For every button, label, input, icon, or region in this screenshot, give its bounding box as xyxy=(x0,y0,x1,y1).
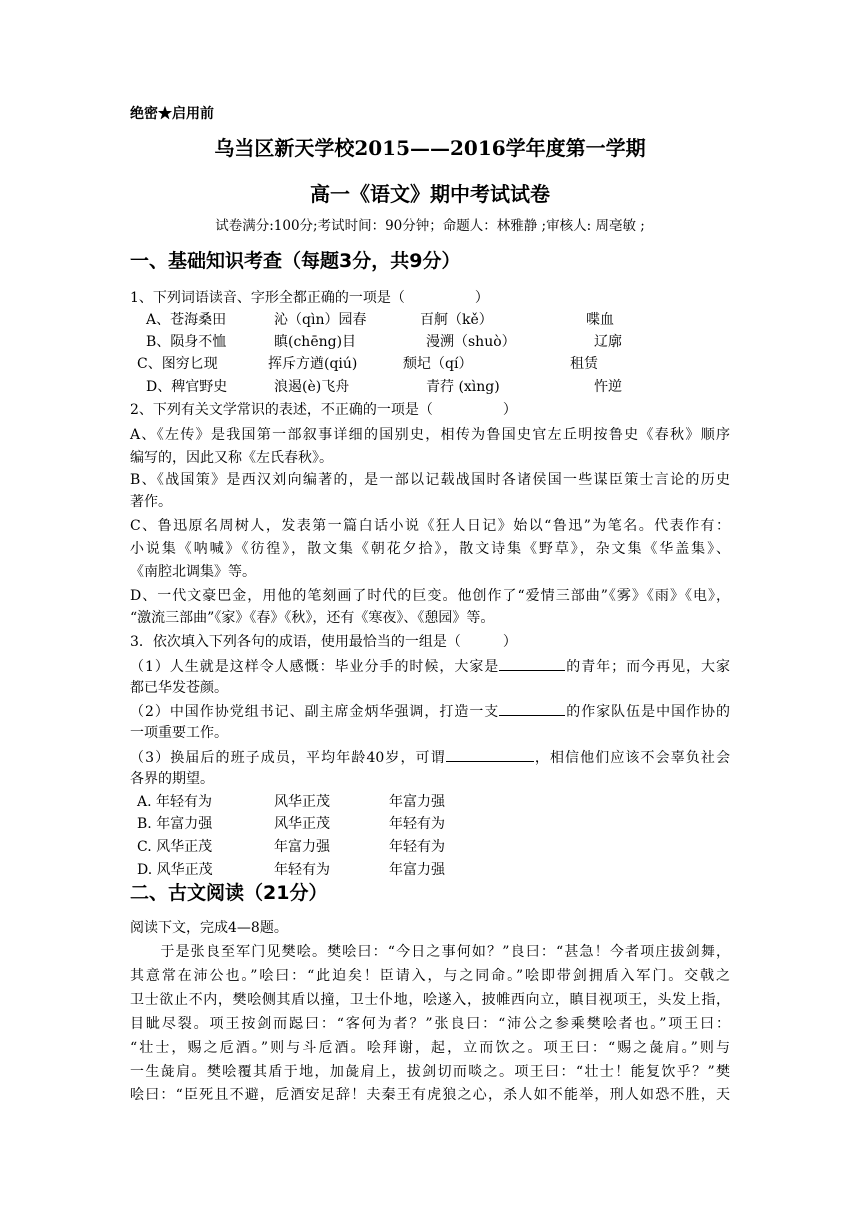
q3-blank-3[interactable] xyxy=(446,746,534,762)
q2-option-b-line1: B、《战国策》是西汉刘向编著的，是一部以记载战国时各诸侯国一些谋臣策士言论的历史 xyxy=(130,472,730,488)
passage-line-6: 一生彘肩。樊哙覆其盾于地，加彘肩上，拔剑切而啖之。项王曰：“壮士！能复饮乎？”樊 xyxy=(130,1064,730,1080)
passage-line-1: 于是张良至军门见樊哙。樊哙曰：“今日之事何如？”良曰：“甚急！今者项庄拔剑舞， xyxy=(130,944,730,960)
q3-sentence2-line2: 一项重要工作。 xyxy=(130,725,228,741)
q2-option-c-line2: 小说集《呐喊》《彷徨》，散文集《朝花夕拾》，散文诗集《野草》，杂文集《华盖集》、 xyxy=(130,541,730,557)
exam-page: 绝密★启用前 乌当区新天学校2015——2016学年度第一学期 高一《语文》期中考试试卷 试卷满分:100分;考试时间：90分钟；命题人：林雅静 ;审核人: 周亳敏 ; 一、基础知识考查（每题3分，共9分） 1、下列词语读音、字形全都正确的一项是（ ） A、苍海桑田 沁（qìn）园春 百舸（kě） 喋血 B、陨身不恤 瞋(chēng)目 漫溯（shuò） 辽廓 C、图穷匕现 挥斥方遒(qiú) 颓圮（qí） 租赁 D、稗官野史 浪遏(è)飞舟 青荇 (xìng) 忤逆 2、下列有关文学常识的表述，不正确的一项是（ ） A、《左传》是我国第一部叙事详细的国别史，相传为鲁国史官左丘明按鲁史《春秋》顺序 编写的，因此又称《左氏春秋》。 B、《战国策》是西汉刘向编著的，是一部以记载战国时各诸侯国一些谋臣策士言论的历史 著作。 C、鲁迅原名周树人，发表第一篇白话小说《狂人日记》始以“鲁迅”为笔名。代表作有： 小说集《呐喊》《彷徨》，散文集《朝花夕拾》，散文诗集《野草》，杂文集《华盖集》、 《南腔北调集》等。 D、一代文豪巴金，用他的笔刻画了时代的巨变。他创作了“爱情三部曲”《雾》《雨》《电》， “激流三部曲”《家》《春》《秋》，还有《寒夜》、《憩园》等。 3．依次填入下列各句的成语，使用最恰当的一组是（ ） （1）人生就是这样令人感慨：毕业分手的时候，大家是 的青年；而今再见，大家 都已华发苍颜。 （2）中国作协党组书记、副主席金炳华强调，打造一支 的作家队伍是中国作协的 一项重要工作。 （3）换届后的班子成员，平均年龄40岁，可谓 ，相信他们应该不会辜负社会 各界的期望。 A. 年轻有为 风华正茂 年富力强 B. 年富力强 风华正茂 年轻有为 C. 风华正茂 年富力强 年轻有为 D. 风华正茂 年轻有为 年富力强 二、古文阅读（21分） 阅读下文，完成4—8题。 于是张良至军门见樊哙。樊哙曰：“今日之事何如？”良曰：“甚急！今者项庄拔剑舞， 其意常在沛公也。”哙曰：“此迫矣！臣请入，与之同命。”哙即带剑拥盾入军门。交戟之 卫士欲止不内，樊哙侧其盾以撞，卫士仆地，哙遂入，披帷西向立，瞋目视项王，头发上指， 目眦尽裂。项王按剑而跽曰：“客何为者？”张良曰：“沛公之参乘樊哙者也。”项王曰： “壮士，赐之卮酒。”则与斗卮酒。哙拜谢，起，立而饮之。项王曰：“赐之彘肩。”则与 一生彘肩。樊哙覆其盾于地，加彘肩上，拔剑切而啖之。项王曰：“壮士！能复饮乎？”樊 哙曰：“臣死且不避，卮酒安足辞！夫秦王有虎狼之心，杀人如不能举，刑人如恐不胜，天 xyxy=(0,0,860,1216)
q2-option-a-line1: A、《左传》是我国第一部叙事详细的国别史，相传为鲁国史官左丘明按鲁史《春秋》顺序 xyxy=(130,427,730,443)
section1-heading: 一、基础知识考查（每题3分，共9分） xyxy=(130,250,461,272)
passage-line-5: “壮士，赐之卮酒。”则与斗卮酒。哙拜谢，起，立而饮之。项王曰：“赐之彘肩。”则与 xyxy=(130,1040,730,1056)
q3-sentence2-line1: （2）中国作协党组书记、副主席金炳华强调，打造一支 的作家队伍是中国作协的 xyxy=(130,700,730,722)
passage-line-2: 其意常在沛公也。”哙曰：“此迫矣！臣请入，与之同命。”哙即带剑拥盾入军门。交戟之 xyxy=(130,968,730,984)
q3-sentence3-line2: 各界的期望。 xyxy=(130,771,214,787)
q3-sentence3-line1: （3）换届后的班子成员，平均年龄40岁，可谓 ，相信他们应该不会辜负社会 xyxy=(130,746,730,768)
secret-label: 绝密★启用前 xyxy=(130,106,214,122)
passage-line-3: 卫士欲止不内，樊哙侧其盾以撞，卫士仆地，哙遂入，披帷西向立，瞋目视项王，头发上指， xyxy=(130,992,730,1008)
q2-option-a-line2: 编写的，因此又称《左氏春秋》。 xyxy=(130,450,333,466)
q3-sentence1-line1: （1）人生就是这样令人感慨：毕业分手的时候，大家是 的青年；而今再见，大家 xyxy=(130,655,730,677)
q3-sentence1-line2: 都已华发苍颜。 xyxy=(130,680,228,696)
exam-info: 试卷满分:100分;考试时间：90分钟；命题人：林雅静 ;审核人: 周亳敏 ; xyxy=(215,218,645,234)
q3-blank-1[interactable] xyxy=(499,655,565,671)
q3-blank-2[interactable] xyxy=(499,700,565,716)
reading-intro: 阅读下文，完成4—8题。 xyxy=(130,920,288,936)
q1-stem: 1、下列词语读音、字形全都正确的一项是（ ） xyxy=(130,290,489,306)
section2-heading: 二、古文阅读（21分） xyxy=(130,882,328,904)
passage-line-4: 目眦尽裂。项王按剑而跽曰：“客何为者？”张良曰：“沛公之参乘樊哙者也。”项王曰： xyxy=(130,1016,730,1032)
exam-title-line2: 高一《语文》期中考试试卷 xyxy=(310,182,550,206)
q2-option-d-line2: “激流三部曲”《家》《春》《秋》，还有《寒夜》、《憩园》等。 xyxy=(130,610,495,626)
passage-line-7: 哙曰：“臣死且不避，卮酒安足辞！夫秦王有虎狼之心，杀人如不能举，刑人如恐不胜，天 xyxy=(130,1087,730,1103)
q2-option-b-line2: 著作。 xyxy=(130,494,172,510)
q2-stem: 2、下列有关文学常识的表述，不正确的一项是（ ） xyxy=(130,402,517,418)
exam-title-line1: 乌当区新天学校2015——2016学年度第一学期 xyxy=(214,136,646,160)
q2-option-c-line3: 《南腔北调集》等。 xyxy=(130,564,256,580)
q2-option-c-line1: C、鲁迅原名周树人，发表第一篇白话小说《狂人日记》始以“鲁迅”为笔名。代表作有： xyxy=(130,518,730,534)
q3-stem: 3．依次填入下列各句的成语，使用最恰当的一组是（ ） xyxy=(130,634,517,650)
q2-option-d-line1: D、一代文豪巴金，用他的笔刻画了时代的巨变。他创作了“爱情三部曲”《雾》《雨》《电》， xyxy=(130,588,730,604)
